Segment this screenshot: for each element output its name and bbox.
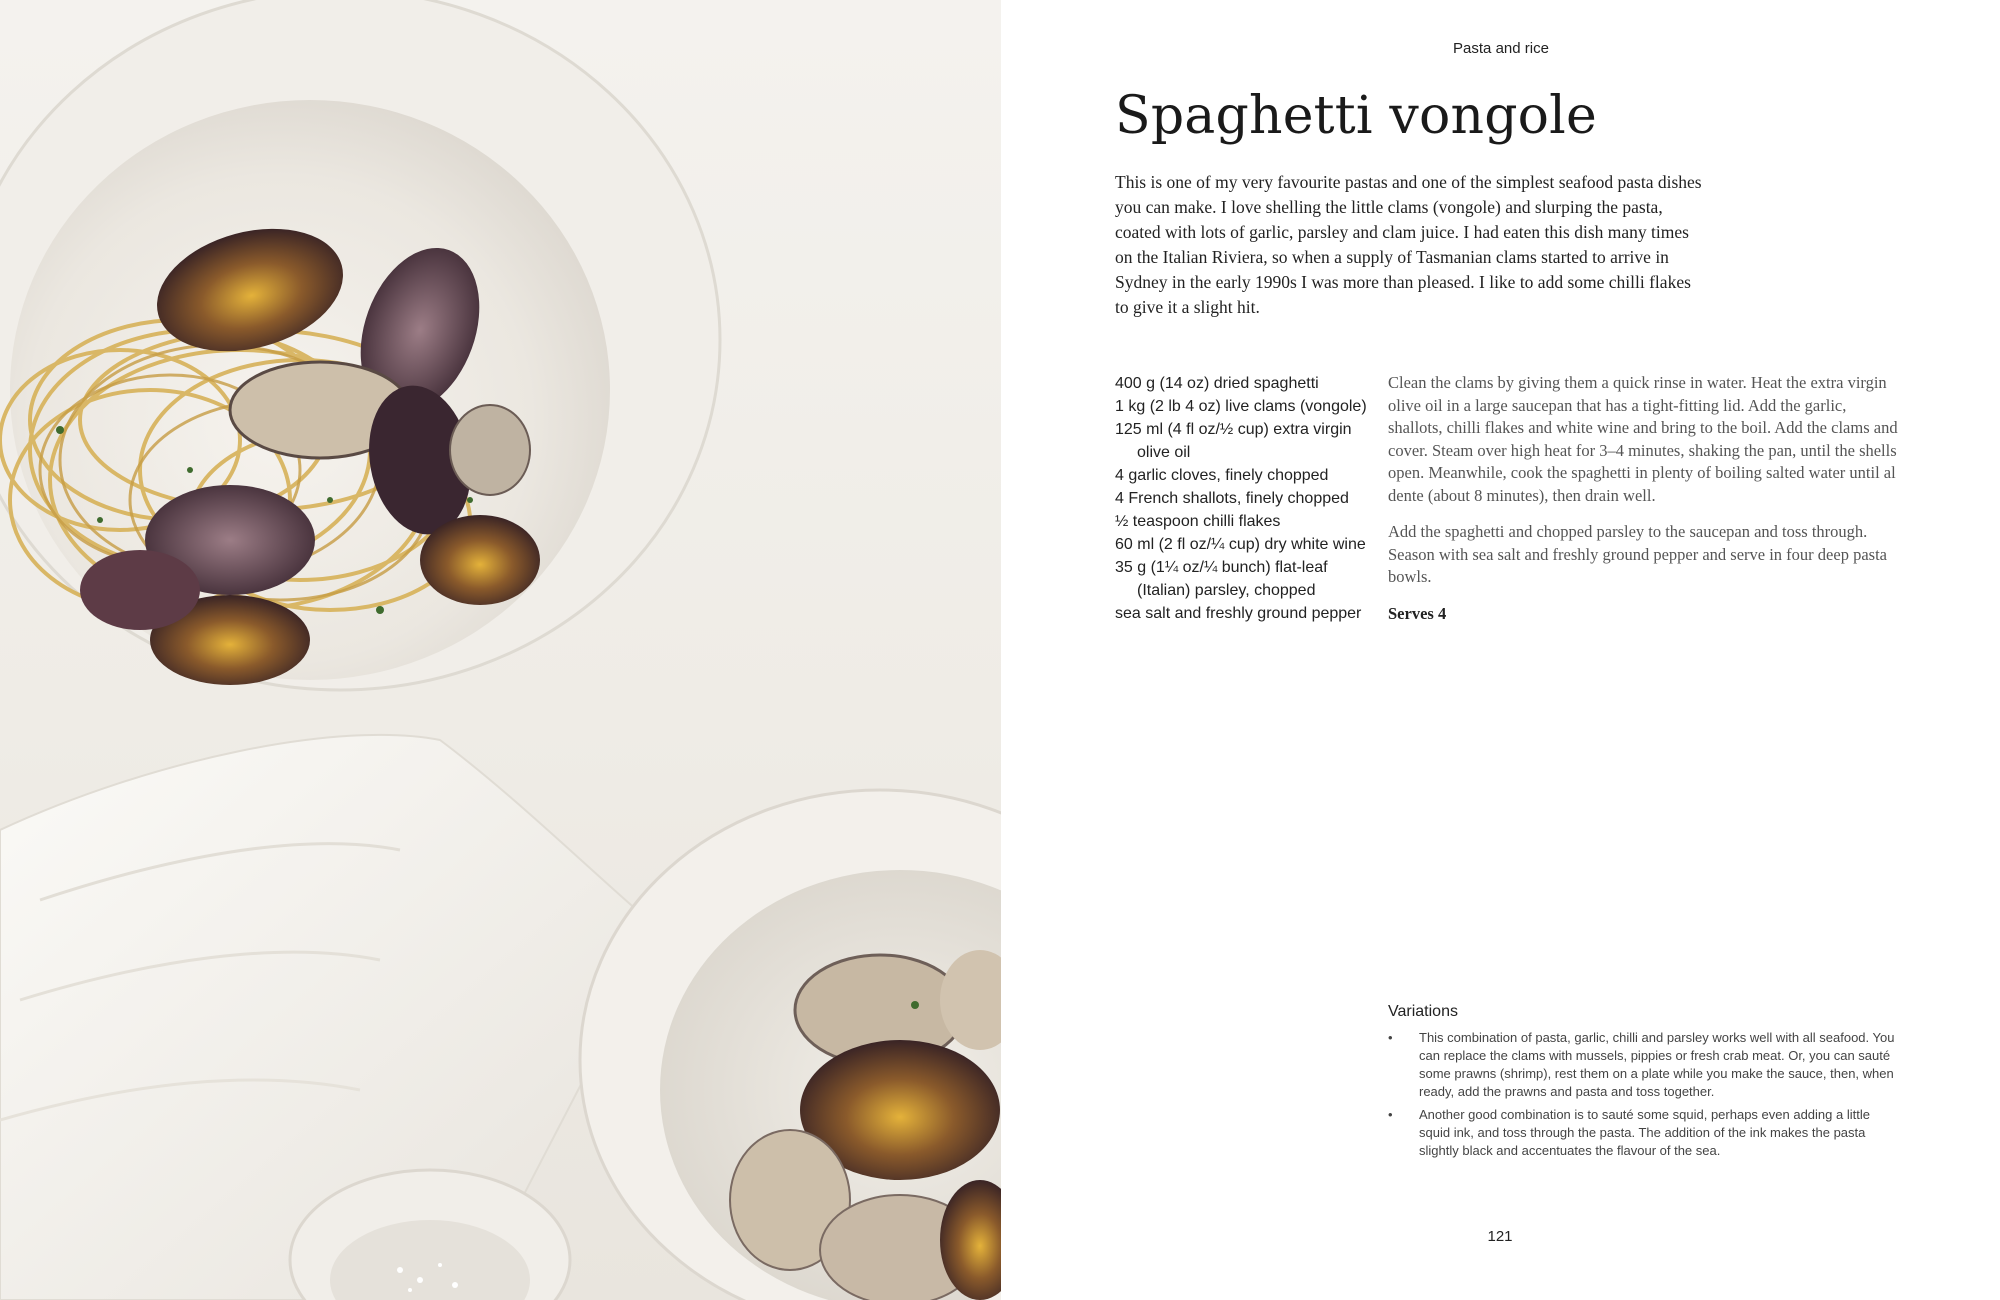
section-label: Pasta and rice (1453, 40, 1549, 57)
method-step: Clean the clams by giving them a quick rinse in water. Heat the extra virgin olive oil in a large saucepan that has a tight-fitting lid. Add the garlic, shallots, chilli flakes and white wine and bring to the boil. Add the clams and cover. Steam over high heat for 3–4 minutes, shaking the pan, until the shells open. Meanwhile, cook the spaghetti in plenty of boiling salted water until al dente (about 8 minutes), then drain well. (1388, 373, 1898, 505)
variations-box (1388, 1003, 1898, 1165)
ingredient-item: 1 kg (2 lb 4 oz) live clams (vongole) (1115, 398, 1367, 415)
ingredient-item: 4 garlic cloves, finely chopped (1115, 467, 1329, 484)
ingredient-item: ½ teaspoon chilli flakes (1115, 513, 1281, 530)
ingredient-item: sea salt and freshly ground pepper (1115, 605, 1362, 622)
method (1388, 372, 1898, 639)
variation-item (1388, 1106, 1898, 1160)
ingredients-list (1115, 372, 1385, 625)
method-step: Add the spaghetti and chopped parsley to the saucepan and toss through. Season with sea salt and freshly ground pepper and serve in four deep pasta bowls. (1388, 522, 1887, 586)
bullet-icon: • (1388, 1030, 1393, 1045)
serves-label: Serves 4 (1388, 603, 1447, 623)
ingredient-item: 60 ml (2 fl oz/¼ cup) dry white wine (1115, 536, 1366, 553)
ingredient-item: 400 g (14 oz) dried spaghetti (1115, 375, 1319, 392)
variations-heading: Variations (1388, 1003, 1458, 1020)
ingredient-item: 4 French shallots, finely chopped (1115, 490, 1349, 507)
recipe-title: Spaghetti vongole (1115, 86, 1597, 146)
variation-item (1388, 1029, 1898, 1101)
page-number: 121 (1487, 1228, 1513, 1245)
ingredient-item: 35 g (1¼ oz/¼ bunch) flat-leaf (Italian) parsley, chopped (1115, 559, 1328, 599)
variation-text: Another good combination is to sauté some squid, perhaps even adding a little squid ink, and toss through the pasta. The addition of the ink makes the pasta slightly black and accentuates the flavour of the sea. (1419, 1107, 1870, 1158)
ingredient-item: 125 ml (4 fl oz/½ cup) extra virgin olive oil (1115, 421, 1352, 461)
variations-list (1388, 1029, 1898, 1160)
variation-text: This combination of pasta, garlic, chilli and parsley works well with all seafood. You can replace the clams with mussels, pippies or fresh crab meat. Or, you can sauté some prawns (shrimp), rest them on a plate while you make the sauce, then, when ready, add the prawns and pasta and toss together. (1419, 1030, 1895, 1099)
bullet-icon: • (1388, 1107, 1393, 1122)
recipe-intro: This is one of my very favourite pastas and one of the simplest seafood pasta dishes you can make. I love shelling the little clams (vongole) and slurping the pasta, coated with lots of garlic, parsley and clam juice. I had eaten this dish many times on the Italian Riviera, so when a supply of Tasmanian clams started to arrive in Sydney in the early 1990s I was more than pleased. I like to add some chilli flakes to give it a slight hit. (1115, 172, 1702, 317)
